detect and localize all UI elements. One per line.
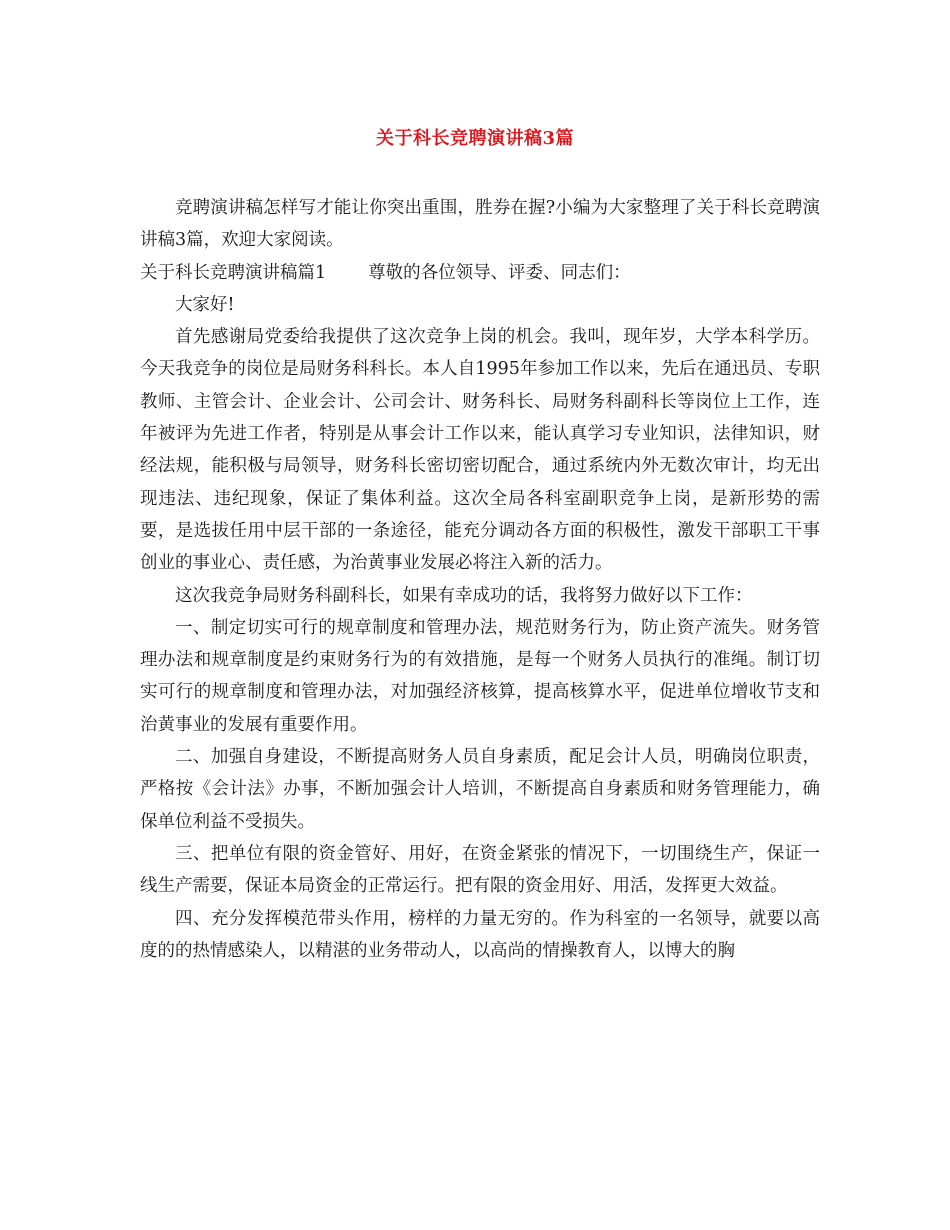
body-paragraph: 二、加强自身建设，不断提高财务人员自身素质，配足会计人员，明确岗位职责，严格按《会计法》办事，不断加强会计人培训，不断提高自身素质和财务管理能力，确保单位利益不受损失。	[140, 747, 820, 832]
document-title: 关于科长竞聘演讲稿3篇	[375, 128, 575, 149]
body-paragraph: 一、制定切实可行的规章制度和管理办法，规范财务行为，防止资产流失。财务管理办法和规章制度是约束财务行为的有效措施，是每一个财务人员执行的准绳。制订切实可行的规章制度和管理办法，对加强经济核算，提高核算水平，促进单位增收节支和治黄事业的发展有重要作用。	[140, 617, 820, 735]
section-heading-line	[140, 257, 820, 289]
section-heading: 关于科长竞聘演讲稿篇1	[140, 262, 327, 283]
body-paragraph: 三、把单位有限的资金管好、用好，在资金紧张的情况下，一切围绕生产，保证一线生产需要，保证本局资金的正常运行。把有限的资金用好、用活，发挥更大效益。	[140, 843, 820, 897]
document-body	[140, 192, 820, 967]
intro-paragraph: 竞聘演讲稿怎样写才能让你突出重围，胜券在握?小编为大家整理了关于科长竞聘演讲稿3篇，欢迎大家阅读。	[140, 198, 820, 251]
salutation: 尊敬的各位领导、评委、同志们：	[368, 262, 631, 283]
body-paragraph: 首先感谢局党委给我提供了这次竞争上岗的机会。我叫，现年岁，大学本科学历。今天我竞争的岗位是局财务科科长。本人自1995年参加工作以来，先后在通迅员、专职教师、主管会计、企业会计、公司会计、财务科长、局财务科副科长等岗位上工作，连年被评为先进工作者，特别是从事会计工作以来，能认真学习专业知识，法律知识，财经法规，能积极与局领导，财务科长密切密切配合，通过系统内外无数次审计，均无出现违法、违纪现象，保证了集体利益。这次全局各科室副职竞争上岗，是新形势的需要，是选拔任用中层干部的一条途径，能充分调动各方面的积极性，激发干部职工干事创业的事业心、责任感，为治黄事业发展必将注入新的活力。	[140, 327, 820, 574]
body-paragraph: 四、充分发挥模范带头作用，榜样的力量无穷的。作为科室的一名领导，就要以高度的的热情感染人，以精湛的业务带动人，以高尚的情操教育人，以博大的胸	[140, 908, 820, 961]
body-paragraph: 这次我竞争局财务科副科长，如果有幸成功的话，我将努力做好以下工作：	[175, 585, 753, 606]
greeting: 大家好!	[175, 294, 235, 315]
